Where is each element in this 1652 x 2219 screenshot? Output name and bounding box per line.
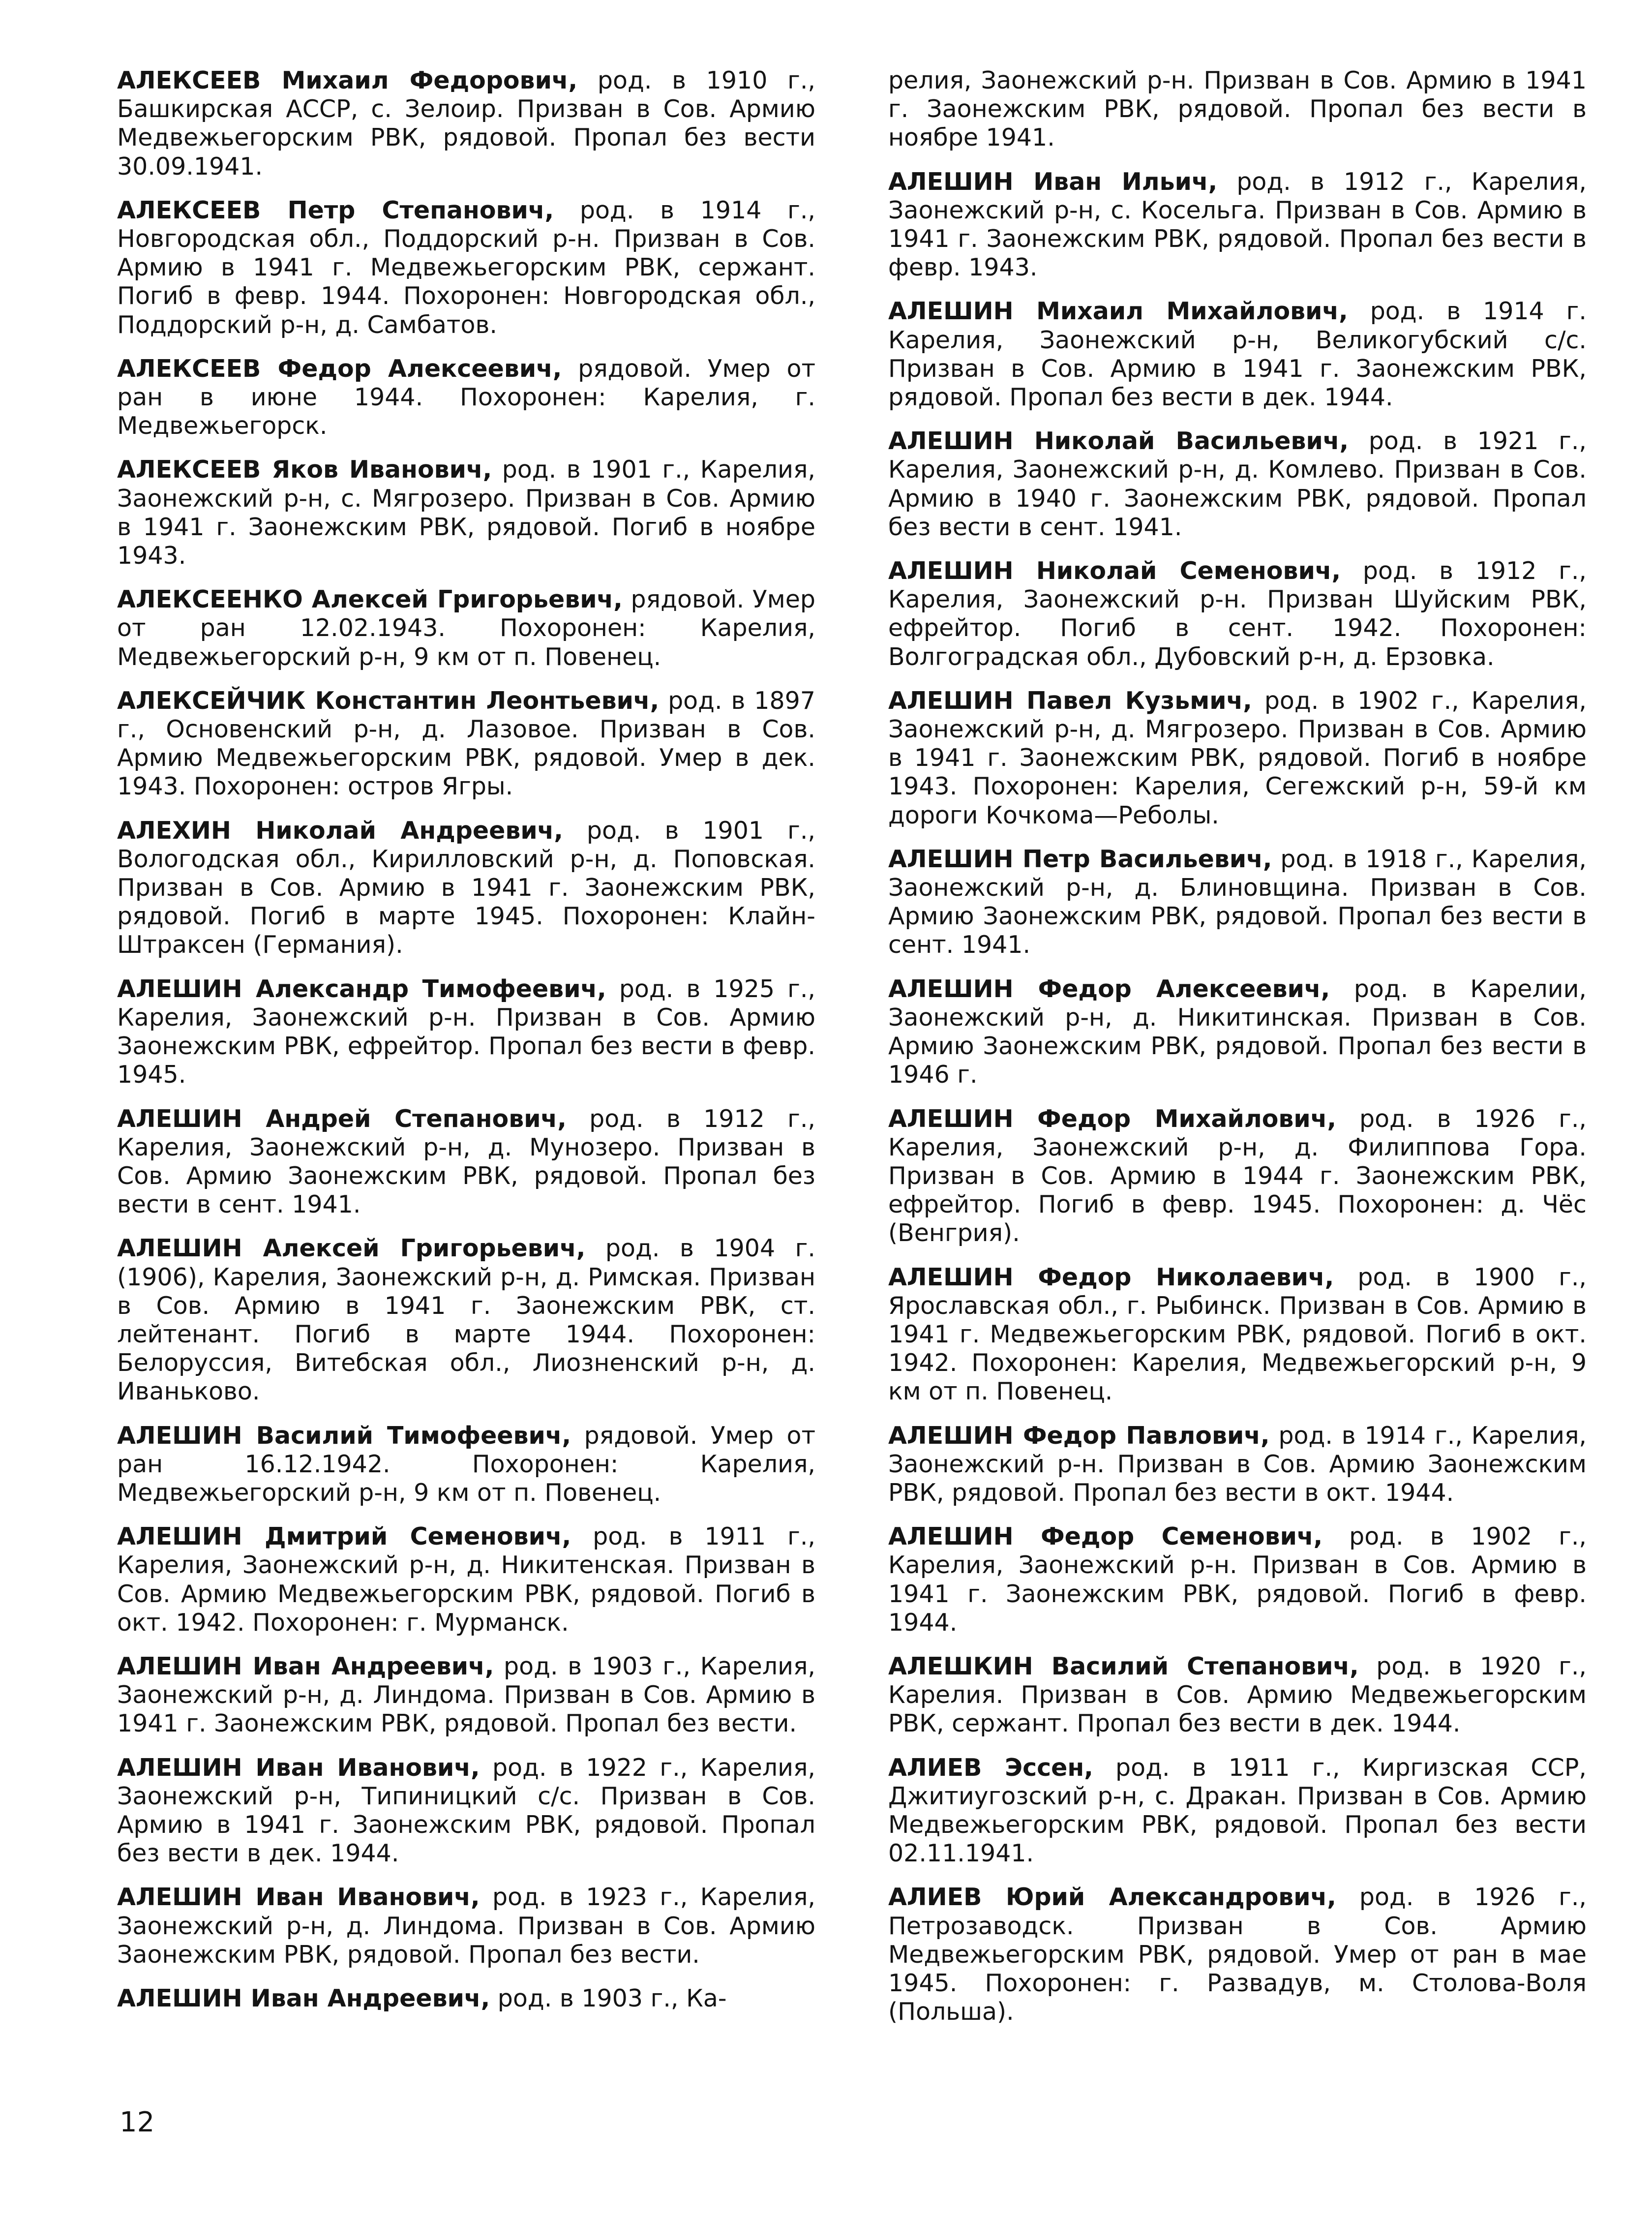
entry-text: род. в 1903 г., Карелия, Заонежский р-н, д. Линдома. Призван в Сов. Армию в 1941 г. Заонежским РВК, рядовой. Пропал без вести. (117, 1652, 816, 1738)
entry-name: АЛЕКСЕЕНКО Алексей Григорьевич, (117, 585, 623, 614)
entry (117, 1234, 815, 1406)
entry (117, 1422, 815, 1508)
entry (117, 456, 815, 570)
entry-name: АЛЕКСЕЕВ Михаил Федорович, (117, 66, 578, 94)
entry-text: род. в 1912 г., Карелия, Заонежский р-н, д. Мунозеро. Призван в Сов. Армию Заонежским РВК, рядовой. Пропал без вести в сент. 1941. (117, 1104, 815, 1219)
entry-text: род. в 1912 г., Карелия, Заонежский р-н. Призван Шуйским РВК, ефрейтор. Погиб в сент. 1942. Похоронен: Волгоградская обл., Дубовский р-н, д. Ерзовка. (888, 557, 1587, 671)
entry-text: род. в 1922 г., Карелия, Заонежский р-н, Типиницкий с/с. Призван в Сов. Армию в 1941 г. Заонежским РВК, рядовой. Пропал без вести в дек. 1944. (117, 1753, 815, 1868)
entry-name: АЛЕШИН Федор Семенович, (888, 1522, 1323, 1551)
entry-text: род. в 1920 г., Карелия. Призван в Сов. Армию Медвежьегорским РВК, сержант. Пропал без вести в дек. 1944. (888, 1652, 1587, 1738)
entry-name: АЛЕШИН Андрей Степанович, (117, 1104, 567, 1133)
entry (117, 355, 815, 441)
entry-text: рядовой. Умер от ран 12.02.1943. Похоронен: Карелия, Медвежьегорский р-н, 9 км от п. Повенец. (117, 585, 815, 671)
entry-name: АЛЕШИН Александр Тимофеевич, (117, 974, 606, 1003)
entry-text: род. в 1897 г., Основенский р-н, д. Лазовое. Призван в Сов. Армию Медвежьегорским РВК, рядовой. Умер в дек. 1943. Похоронен: остров Ягры. (117, 686, 815, 801)
entry (888, 297, 1587, 412)
entry (117, 687, 815, 801)
entry-name: АЛЕХИН Николай Андреевич, (117, 816, 563, 845)
entry (888, 1652, 1587, 1738)
entry (888, 1754, 1587, 1868)
entry-name: АЛЕШИН Федор Николаевич, (888, 1263, 1334, 1291)
entry (888, 1105, 1587, 1248)
entry-name: АЛЕКСЕЕВ Яков Иванович, (117, 456, 492, 484)
entry-text: род. в Карелии, Заонежский р-н, д. Никитинская. Призван в Сов. Армию Заонежским РВК, рядовой. Пропал без вести в 1946 г. (888, 974, 1587, 1089)
entry-name: АЛЕШИН Иван Ильич, (888, 167, 1218, 196)
entry-name: АЛЕШИН Михаил Михайлович, (888, 297, 1348, 326)
entry-text: род. в 1914 г., Карелия, Заонежский р-н. Призван в Сов. Армию Заонежским РВК, рядовой. Пропал без вести в окт. 1944. (888, 1421, 1587, 1507)
entry-text: род. в 1903 г., Ка- (490, 1984, 727, 2012)
entry-name: АЛЕШИН Николай Васильевич, (888, 427, 1349, 456)
entry (117, 1105, 815, 1219)
entry-text: род. в 1921 г., Карелия, Заонежский р-н, д. Комлево. Призван в Сов. Армию в 1940 г. Заонежским РВК, рядовой. Пропал без вести в сент. 1941. (888, 427, 1587, 541)
entry (117, 975, 815, 1090)
entry (117, 585, 815, 671)
entry-text: род. в 1900 г., Ярославская обл., г. Рыбинск. Призван в Сов. Армию в 1941 г. Медвежьегорским РВК, рядовой. Погиб в окт. 1942. Похоронен: Карелия, Медвежьегорский р-н, 9 км от п. Повенец. (888, 1263, 1587, 1406)
entry-name: АЛИЕВ Эссен, (888, 1753, 1093, 1782)
entry (117, 196, 815, 339)
entry-name: АЛЕШИН Петр Васильевич, (888, 845, 1272, 873)
entry-name: АЛЕШКИН Василий Степанович, (888, 1652, 1359, 1680)
entry (888, 975, 1587, 1090)
entry-text: род. в 1918 г., Карелия, Заонежский р-н, д. Блиновщина. Призван в Сов. Армию Заонежским РВК, рядовой. Пропал без вести в сент. 1941. (888, 845, 1587, 959)
entry-text: род. в 1914 г. Карелия, Заонежский р-н, Великогубский с/с. Призван в Сов. Армию в 1941 г. Заонежским РВК, рядовой. Пропал без вести в дек. 1944. (888, 297, 1587, 412)
entry-text: род. в 1904 г. (1906), Карелия, Заонежский р-н, д. Римская. Призван в Сов. Армию в 1941 г. Заонежским РВК, ст. лейтенант. Погиб в марте 1944. Похоронен: Белоруссия, Витебская обл., Лиозненский р-н, д. Иванькoво. (117, 1234, 815, 1406)
entry (888, 168, 1587, 282)
entry-name: АЛЕШИН Павел Кузьмич, (888, 686, 1252, 715)
entry-text: род. в 1911 г., Карелия, Заонежский р-н, д. Никитенская. Призван в Сов. Армию Медвежьегорским РВК, рядовой. Погиб в окт. 1942. Похоронен: г. Мурманск. (117, 1522, 815, 1637)
entry-text: род. в 1902 г., Карелия, Заонежский р-н. Призван в Сов. Армию в 1941 г. Заонежским РВК, рядовой. Погиб в февр. 1944. (888, 1522, 1587, 1637)
entry-text: род. в 1926 г., Петрозаводск. Призван в Сов. Армию Медвежьегорским РВК, рядовой. Умер от ран в мае 1945. Похоронен: г. Развадув, м. Столова-Воля (Польша). (888, 1883, 1587, 2026)
entry-name: АЛЕШИН Иван Иванович, (117, 1883, 480, 1912)
entry-name: АЛЕШИН Василий Тимофеевич, (117, 1421, 571, 1450)
entry (888, 427, 1587, 542)
entry-text: род. в 1925 г., Карелия, Заонежский р-н. Призван в Сов. Армию Заонежским РВК, ефрейтор. Пропал без вести в февр. 1945. (117, 974, 815, 1089)
entry-name: АЛЕШИН Федор Алексеевич, (888, 974, 1330, 1003)
entry-name: АЛЕКСЕЙЧИК Константин Леонтьевич, (117, 686, 660, 715)
page-number: 12 (120, 2106, 155, 2138)
entry (117, 1652, 815, 1738)
entry-text: род. в 1911 г., Киргизская ССР, Джитиугозский р-н, с. Дракан. Призван в Сов. Армию Медвежьегорским РВК, рядовой. Пропал без вести 02.11.1941. (888, 1753, 1587, 1868)
entry-text: род. в 1901 г., Карелия, Заонежский р-н, с. Мягрозеро. Призван в Сов. Армию в 1941 г. Заонежским РВК, рядовой. Погиб в ноябре 1943. (117, 456, 815, 570)
entry-name: АЛЕШИН Дмитрий Семенович, (117, 1522, 571, 1551)
entry-text: род. в 1926 г., Карелия, Заонежский р-н, д. Филиппова Гора. Призван в Сов. Армию в 1944 г. Заонежским РВК, ефрейтор. Погиб в февр. 1945. Похоронен: д. Чёс (Венгрия). (888, 1104, 1587, 1247)
entry (888, 1263, 1587, 1406)
entry (888, 845, 1587, 960)
entry-name: АЛЕКСЕЕВ Петр Степанович, (117, 196, 554, 224)
entry-text: род. в 1910 г., Башкирская АССР, с. Зелоир. Призван в Сов. Армию Медвежьегорским РВК, рядовой. Пропал без вести 30.09.1941. (117, 66, 815, 181)
entry (888, 1422, 1587, 1508)
entry-text: рядовой. Умер от ран в июне 1944. Похоронен: Карелия, г. Медвежьегорск. (117, 354, 815, 440)
entry-text: род. в 1912 г., Карелия, Заонежский р-н, с. Косельга. Призван в Сов. Армию в 1941 г. Заонежским РВК, рядовой. Пропал без вести в февр. 1943. (888, 167, 1587, 282)
entry-name: АЛЕКСЕЕВ Федор Алексеевич, (117, 354, 562, 383)
entry (888, 1883, 1587, 2026)
entry (117, 1754, 815, 1868)
right-column (888, 66, 1587, 2041)
entry-name: АЛЕШИН Николай Семенович, (888, 557, 1341, 585)
entry-name: АЛЕШИН Федор Михайлович, (888, 1104, 1336, 1133)
entry-text: релия, Заонежский р-н. Призван в Сов. Армию в 1941 г. Заонежским РВК, рядовой. Пропал без вести в ноябре 1941. (888, 66, 1587, 152)
entry (117, 817, 815, 960)
entry (117, 1883, 815, 1969)
entry-text: род. в 1914 г., Новгородская обл., Поддорский р-н. Призван в Сов. Армию в 1941 г. Медвежьегорским РВК, сержант. Погиб в февр. 1944. Похоронен: Новгородская обл., Поддорский р-н, д. Самбатов. (117, 196, 815, 339)
entry (888, 1522, 1587, 1637)
entry-name: АЛИЕВ Юрий Александрович, (888, 1883, 1336, 1912)
entry (117, 1522, 815, 1637)
entry-text: рядовой. Умер от ран 16.12.1942. Похоронен: Карелия, Медвежьегорский р-н, 9 км от п. Повенец. (117, 1421, 815, 1507)
entry-name: АЛЕШИН Иван Андреевич, (117, 1652, 494, 1680)
entry (888, 557, 1587, 671)
entry-name: АЛЕШИН Иван Андреевич, (117, 1984, 490, 2012)
entry (117, 1984, 815, 2013)
entry-name: АЛЕШИН Алексей Григорьевич, (117, 1234, 586, 1263)
entry-text: род. в 1902 г., Карелия, Заонежский р-н, д. Мягрозеро. Призван в Сов. Армию в 1941 г. Заонежским РВК, рядовой. Погиб в ноябре 1943. Похоронен: Карелия, Сегежский р-н, 59-й км дороги Кочкома—Реболы. (888, 686, 1587, 829)
entry-name: АЛЕШИН Иван Иванович, (117, 1753, 480, 1782)
entry-text: род. в 1923 г., Карелия, Заонежский р-н, д. Линдома. Призван в Сов. Армию Заонежским РВК, рядовой. Пропал без вести. (117, 1883, 815, 1969)
entry (888, 687, 1587, 830)
entry-text: род. в 1901 г., Вологодская обл., Кирилловский р-н, д. Поповская. Призван в Сов. Армию в 1941 г. Заонежским РВК, рядовой. Погиб в марте 1945. Похоронен: Клайн-Штраксен (Германия). (117, 816, 815, 959)
entry (888, 66, 1587, 152)
entry-name: АЛЕШИН Федор Павлович, (888, 1421, 1270, 1450)
entry (117, 66, 815, 181)
left-column (117, 66, 815, 2028)
